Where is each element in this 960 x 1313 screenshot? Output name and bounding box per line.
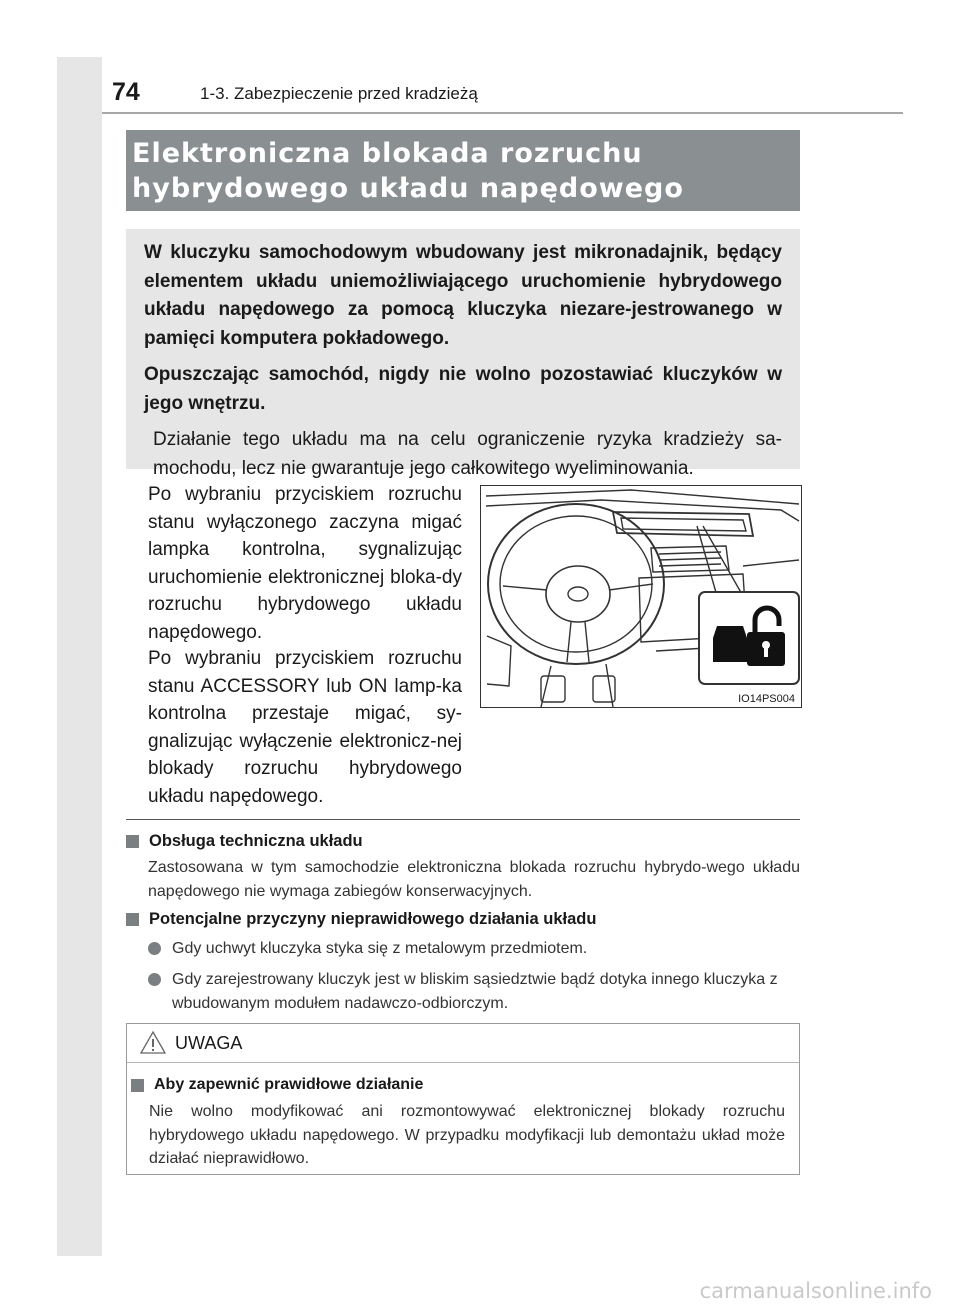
header-divider [102, 112, 903, 114]
warning-label: UWAGA [175, 1033, 243, 1053]
page-side-bar [57, 57, 102, 1256]
section-title-line-1: Elektroniczna blokada rozruchu [132, 138, 643, 169]
intro-note: Działanie tego układu ma na celu ograniczenie ryzyka kradzieży sa-mochodu, lecz nie gwarantuje jego całkowitego wyeliminowania. [153, 429, 782, 479]
square-bullet-icon [126, 913, 139, 926]
list-item [148, 937, 800, 961]
list-item-text: Gdy zarejestrowany kluczyk jest w bliskim sąsiedztwie bądź dotyka innego kluczyka z wbudowanym modułem nadawczo-odbiorczym. [172, 971, 778, 1012]
warning-box [126, 1023, 800, 1175]
square-bullet-icon [126, 835, 139, 848]
watermark: carmanualsonline.info [699, 1279, 932, 1303]
maintenance-heading [126, 832, 363, 851]
causes-heading-text: Potencjalne przyczyny nieprawidłowego działania układu [149, 910, 597, 928]
dashboard-drawing [481, 486, 801, 707]
figure-code: IO14PS004 [738, 693, 795, 705]
intro-paragraph-2: Opuszczając samochód, nigdy nie wolno pozostawiać kluczyków w jego wnętrzu. [144, 364, 782, 414]
body-paragraph-2: Po wybraniu przyciskiem rozruchu stanu ACCESSORY lub ON lamp-ka kontrolna przestaje migać, sy-gnalizując wyłączenie elektronicz-nej blokady rozruchu hybrydowego układu napędowego. [148, 648, 462, 807]
maintenance-text: Zastosowana w tym samochodzie elektroniczna blokada rozruchu hybrydo-wego układu napędowego nie wymaga zabiegów konserwacyjnych. [148, 859, 800, 900]
section-title [126, 130, 800, 211]
section-title-line-2: hybrydowego układu napędowego [132, 173, 684, 204]
intro-box [126, 229, 800, 479]
warning-heading [131, 1076, 423, 1094]
round-bullet-icon [148, 942, 161, 955]
warning-triangle-icon [139, 1030, 167, 1055]
list-item-text: Gdy uchwyt kluczyka styka się z metalowym przedmiotem. [172, 940, 588, 957]
round-bullet-icon [148, 973, 161, 986]
section-divider [126, 819, 800, 820]
list-item [148, 968, 800, 1015]
warning-text: Nie wolno modyfikować ani rozmontowywać elektronicznej blokady rozruchu hybrydowego układu napędowego. W przypadku modyfikacji lub demontażu układ może działać nieprawidłowo. [149, 1103, 785, 1167]
causes-heading [126, 910, 596, 929]
chapter-title: 1-3. Zabezpieczenie przed kradzieżą [200, 84, 478, 103]
warning-heading-text: Aby zapewnić prawidłowe działanie [154, 1076, 424, 1093]
warning-header [127, 1024, 799, 1063]
intro-paragraph-1: W kluczyku samochodowym wbudowany jest mikronadajnik, będący elementem układu uniemożliwiającego uruchomienie hybrydowego układu napędowego za pomocą kluczyka niezare-jestrowanego w pamięci komputera pokładowego. [144, 242, 782, 349]
maintenance-heading-text: Obsługa techniczna układu [149, 832, 363, 850]
square-bullet-icon [131, 1079, 144, 1092]
dashboard-illustration [480, 485, 802, 708]
body-paragraph-1: Po wybraniu przyciskiem rozruchu stanu wyłączonego zaczyna migać lampka kontrolna, sygnalizując uruchomienie elektronicznej bloka-dy rozruchu hybrydowego układu napędowego. [148, 484, 462, 643]
page-number: 74 [112, 78, 140, 106]
